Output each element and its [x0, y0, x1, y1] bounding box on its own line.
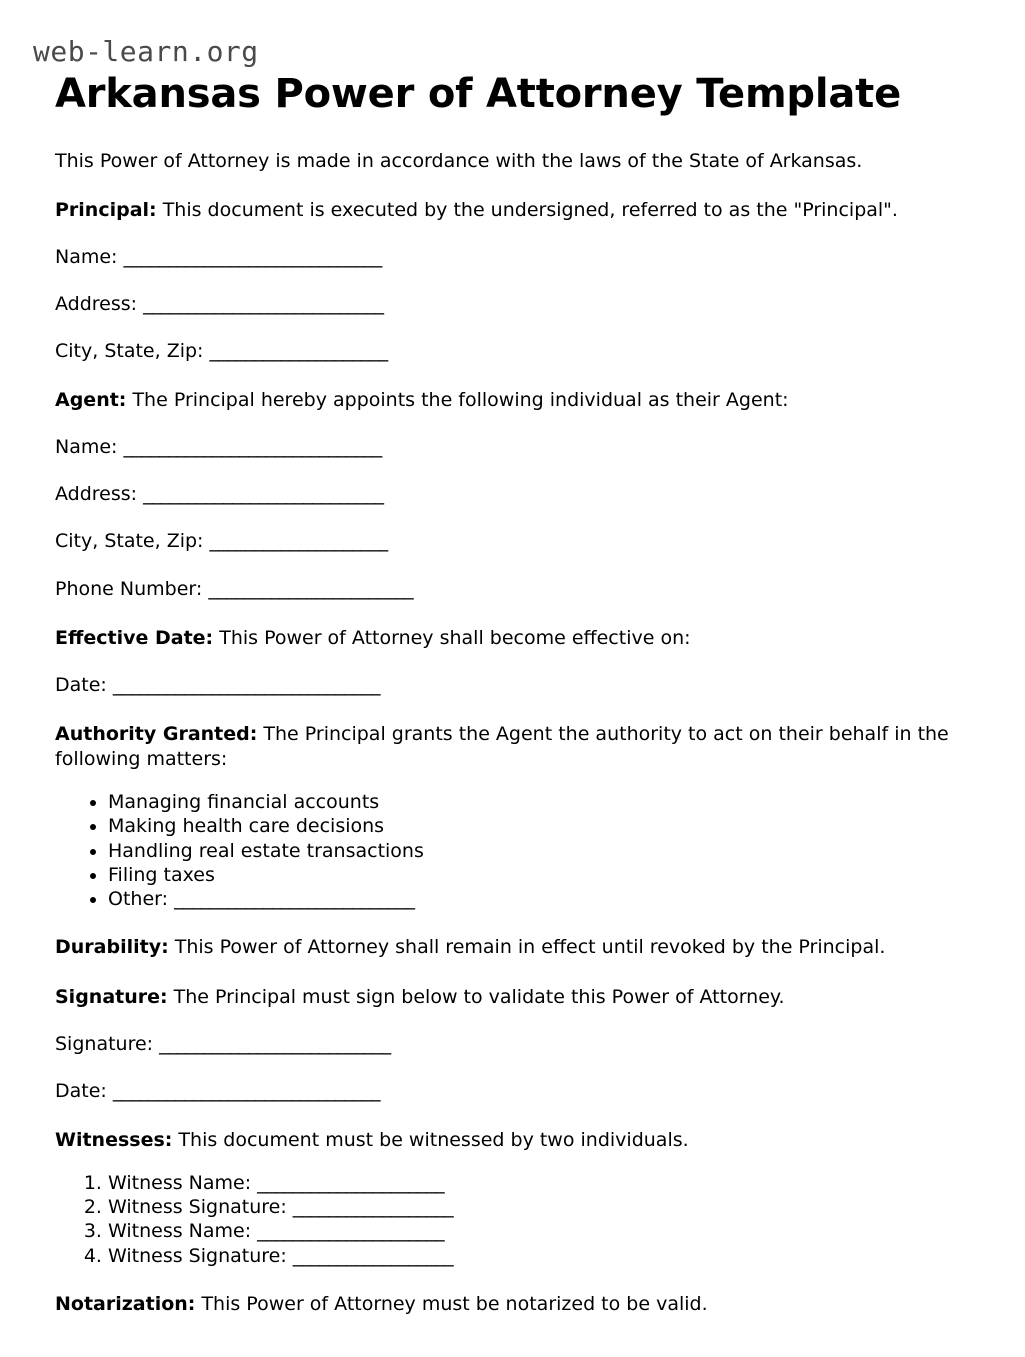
witness-name-label: Witness Name:: [108, 1220, 258, 1243]
witness-signature-blank[interactable]: __________________: [292, 1244, 453, 1267]
signature-field-label: Signature:: [55, 1032, 160, 1055]
witness-name-label: Witness Name:: [108, 1171, 258, 1194]
signature-field: [55, 1032, 965, 1057]
witnesses-paragraph: [55, 1128, 965, 1153]
authority-item-text: Handling real estate transactions: [108, 839, 424, 862]
list-item: [108, 863, 965, 887]
list-item: [108, 1244, 965, 1268]
agent-address-field: [55, 482, 965, 507]
signature-date-label: Date:: [55, 1079, 113, 1102]
agent-name-blank[interactable]: _____________________________: [123, 436, 382, 459]
authority-other-label: Other:: [108, 888, 175, 911]
notarization-label: Notarization:: [55, 1293, 196, 1316]
notarization-paragraph: [55, 1292, 965, 1317]
principal-label: Principal:: [55, 198, 157, 221]
authority-paragraph: [55, 722, 965, 772]
signature-paragraph: [55, 985, 965, 1010]
list-item: [108, 1219, 965, 1243]
agent-phone-label: Phone Number:: [55, 577, 209, 600]
agent-citystatezip-blank[interactable]: ____________________: [209, 530, 388, 553]
signature-label: Signature:: [55, 985, 168, 1008]
authority-other-blank[interactable]: ___________________________: [174, 888, 415, 911]
principal-paragraph: [55, 198, 965, 223]
authority-item-text: Making health care decisions: [108, 815, 385, 838]
site-logo-text: web-learn.org: [33, 35, 259, 68]
agent-address-blank[interactable]: ___________________________: [143, 483, 384, 506]
principal-text: This document is executed by the undersigned, referred to as the "Principal".: [156, 198, 898, 221]
agent-label: Agent:: [55, 389, 127, 412]
authority-item-text: Managing financial accounts: [108, 790, 380, 813]
agent-phone-field: [55, 577, 965, 602]
witness-list: [55, 1171, 965, 1268]
principal-name-blank[interactable]: _____________________________: [123, 245, 382, 268]
effective-date-field: [55, 673, 965, 698]
agent-citystatezip-field: [55, 529, 965, 554]
signature-blank[interactable]: __________________________: [159, 1032, 391, 1055]
intro-paragraph: This Power of Attorney is made in accordance with the laws of the State of Arkansas.: [55, 149, 863, 172]
agent-address-label: Address:: [55, 483, 144, 506]
signature-date-blank[interactable]: ______________________________: [112, 1079, 380, 1102]
agent-text: The Principal hereby appoints the following individual as their Agent:: [126, 389, 789, 412]
witness-signature-blank[interactable]: __________________: [292, 1196, 453, 1219]
witness-name-blank[interactable]: _____________________: [257, 1220, 445, 1243]
signature-date-field: [55, 1079, 965, 1104]
witnesses-text: This document must be witnessed by two individuals.: [172, 1128, 689, 1151]
principal-citystatezip-field: [55, 339, 965, 364]
principal-address-field: [55, 292, 965, 317]
witnesses-label: Witnesses:: [55, 1128, 173, 1151]
authority-list: [55, 790, 965, 912]
principal-name-field: [55, 245, 965, 270]
list-item: [108, 814, 965, 838]
agent-name-label: Name:: [55, 436, 124, 459]
witness-signature-label: Witness Signature:: [108, 1196, 293, 1219]
principal-address-label: Address:: [55, 293, 144, 316]
agent-name-field: [55, 435, 965, 460]
authority-label: Authority Granted:: [55, 722, 258, 745]
effective-date-field-label: Date:: [55, 673, 113, 696]
agent-citystatezip-label: City, State, Zip:: [55, 530, 210, 553]
agent-paragraph: [55, 388, 965, 413]
principal-citystatezip-blank[interactable]: ____________________: [209, 340, 388, 363]
list-item: [108, 790, 965, 814]
list-item: [108, 1171, 965, 1195]
principal-citystatezip-label: City, State, Zip:: [55, 340, 210, 363]
principal-name-label: Name:: [55, 245, 124, 268]
authority-item-text: Filing taxes: [108, 863, 215, 886]
authority-text: The Principal grants the Agent the authority to act on their behalf in the following matters:: [55, 722, 949, 770]
effective-date-label: Effective Date:: [55, 626, 214, 649]
durability-text: This Power of Attorney shall remain in effect until revoked by the Principal.: [168, 936, 886, 959]
signature-text: The Principal must sign below to validate this Power of Attorney.: [167, 985, 785, 1008]
page-title: Arkansas Power of Attorney Template: [55, 71, 902, 117]
witness-signature-label: Witness Signature:: [108, 1244, 293, 1267]
agent-phone-blank[interactable]: _______________________: [208, 577, 414, 600]
principal-address-blank[interactable]: ___________________________: [143, 293, 384, 316]
list-item: [108, 887, 965, 911]
durability-paragraph: [55, 935, 965, 960]
effective-date-blank[interactable]: ______________________________: [112, 673, 380, 696]
durability-label: Durability:: [55, 936, 169, 959]
effective-date-text: This Power of Attorney shall become effective on:: [213, 626, 691, 649]
witness-name-blank[interactable]: _____________________: [257, 1171, 445, 1194]
list-item: [108, 1195, 965, 1219]
notarization-text: This Power of Attorney must be notarized to be valid.: [195, 1293, 708, 1316]
effective-date-paragraph: [55, 626, 965, 651]
list-item: [108, 839, 965, 863]
